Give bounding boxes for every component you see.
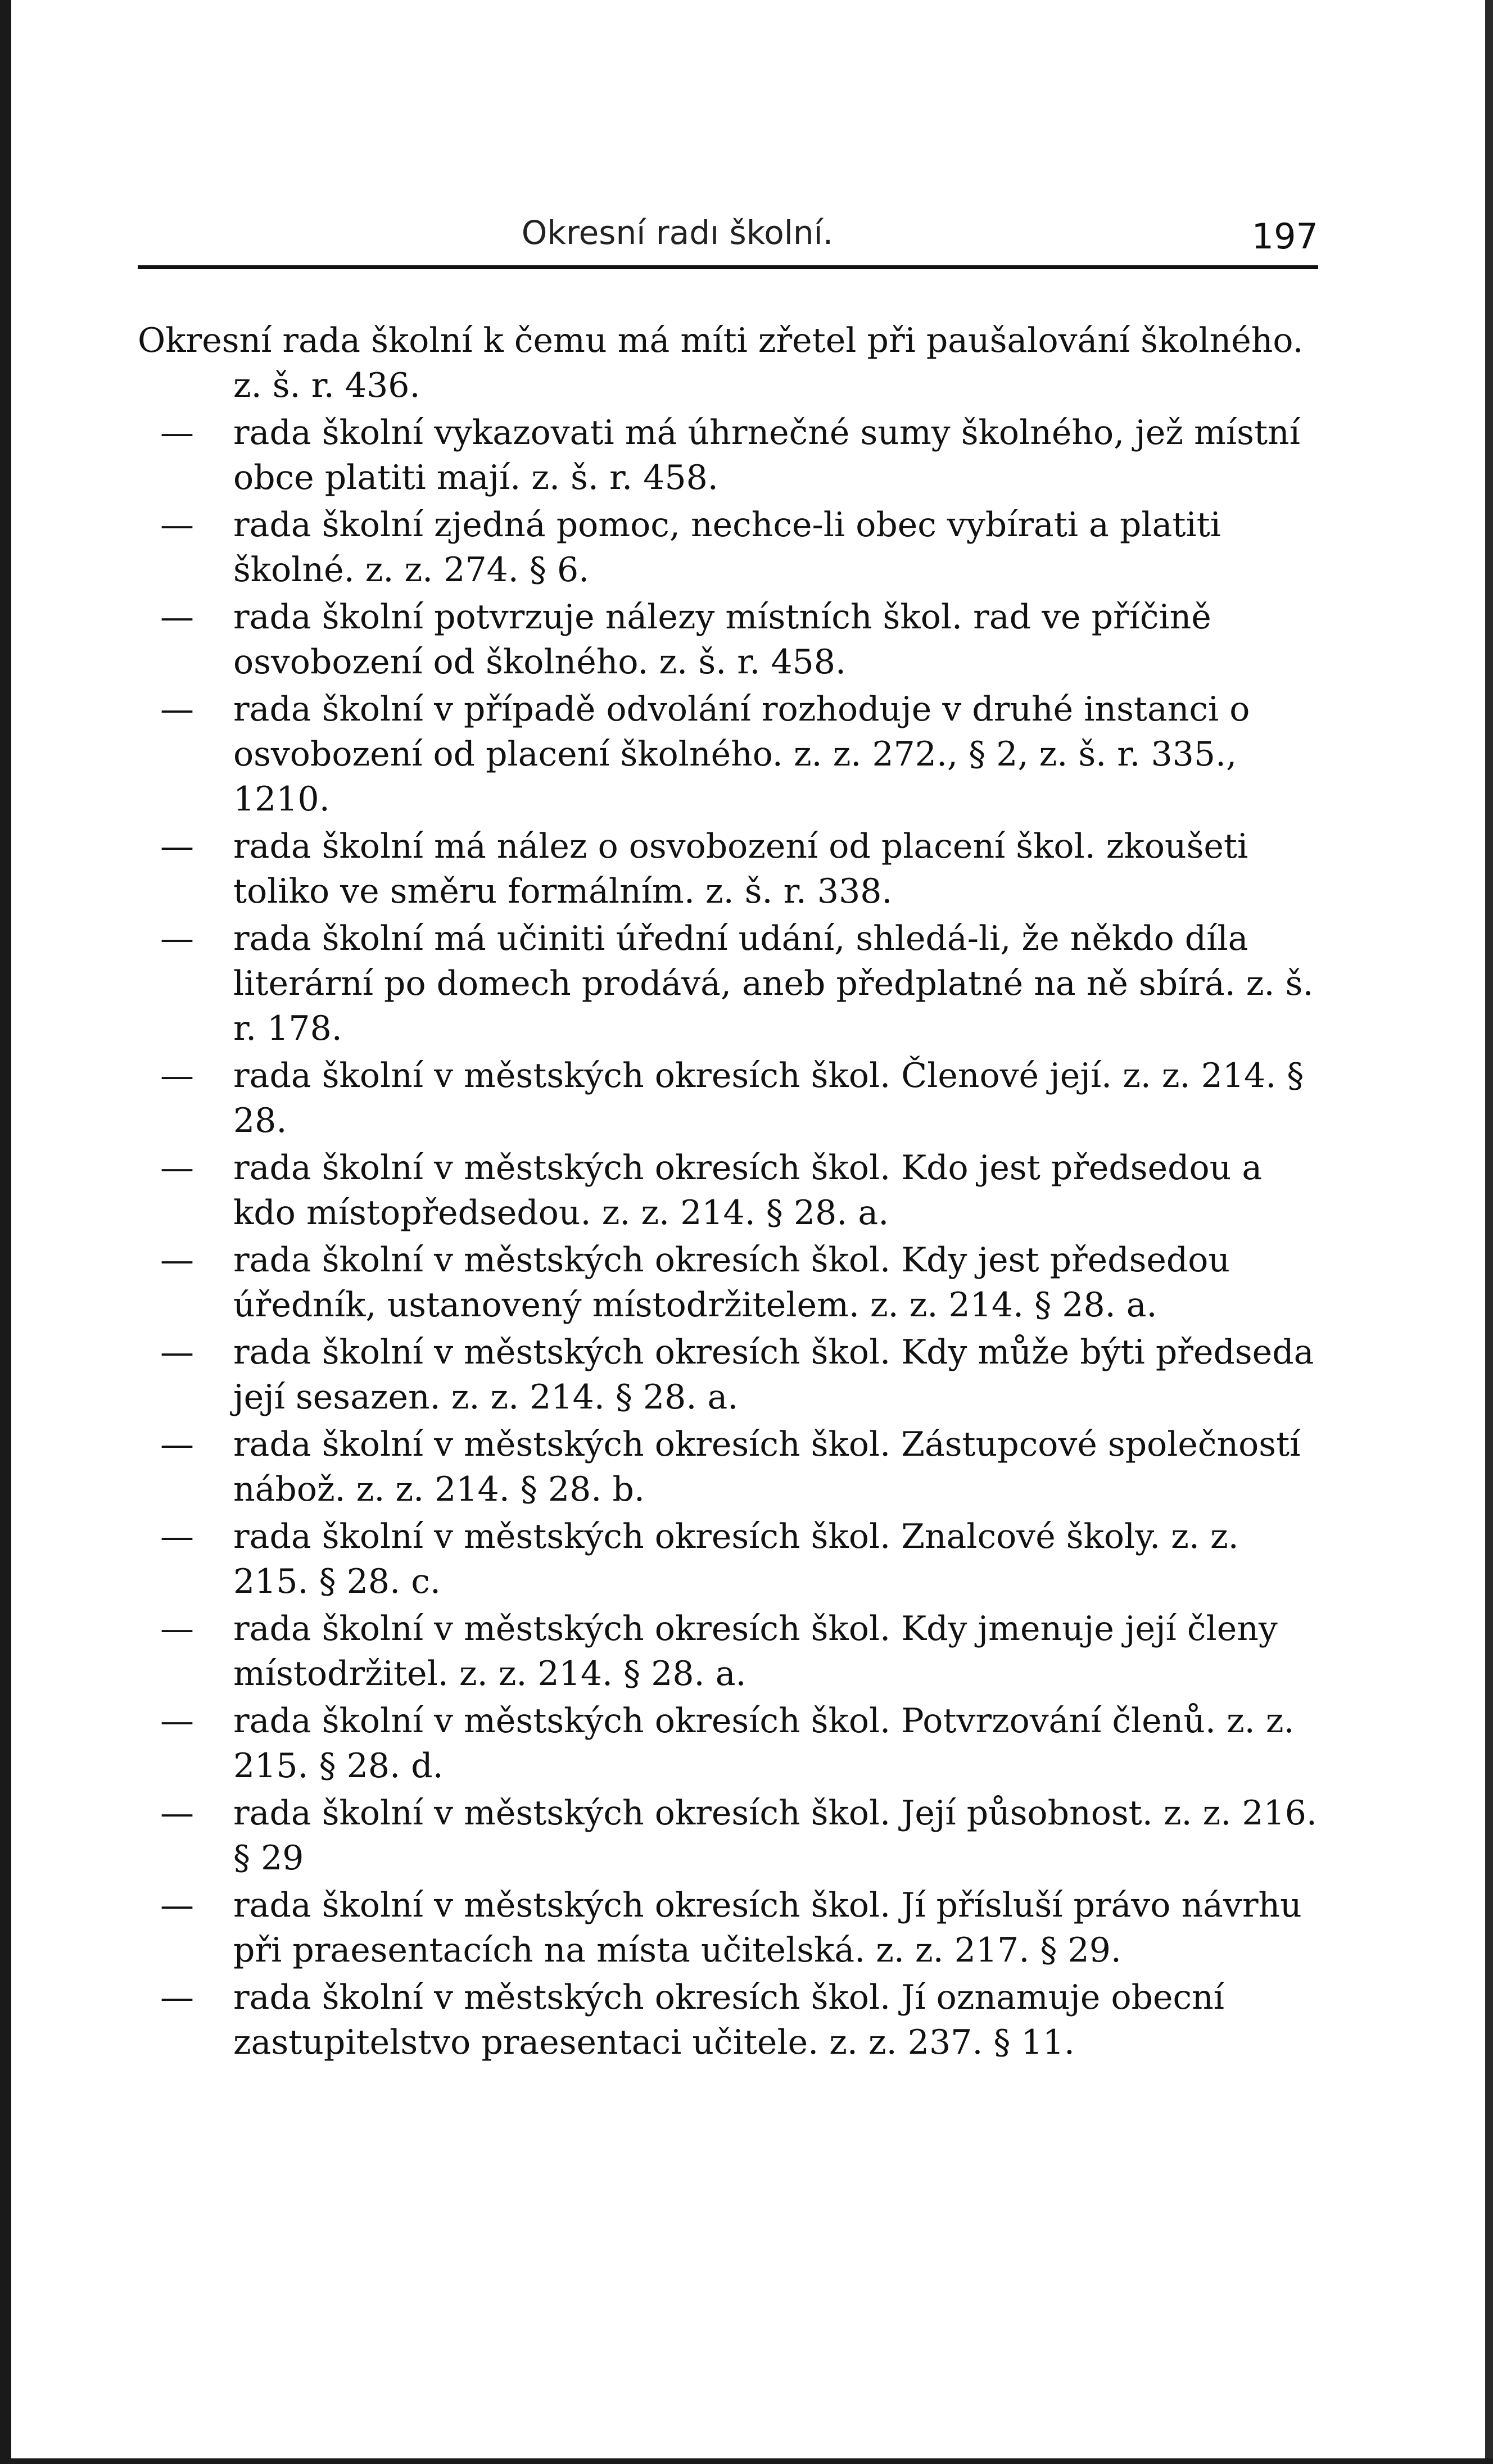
index-entry xyxy=(138,1145,1318,1235)
index-entry xyxy=(138,1883,1318,1973)
entry-text: rada školní v městských okresích škol. Kdo jest předsedou a kdo místopředsedou. z. z. 214. § 28. a. xyxy=(233,1148,1263,1233)
entry-text: rada školní v městských okresích škol. Zástupcové společností nábož. z. z. 214. § 28. b. xyxy=(233,1425,1301,1509)
index-entry xyxy=(138,410,1318,500)
index-entry xyxy=(138,1514,1318,1604)
book-page xyxy=(138,191,1318,2383)
continuation-dash: — xyxy=(160,1517,194,1556)
header-rule xyxy=(138,265,1318,269)
continuation-dash: — xyxy=(160,1333,194,1372)
continuation-dash: — xyxy=(160,1701,194,1741)
continuation-dash: — xyxy=(160,1886,194,1925)
continuation-dash: — xyxy=(160,690,194,729)
entry-text: rada školní má nález o osvobození od placení škol. zkoušeti toliko ve směru formálním. z. š. r. 338. xyxy=(233,827,1248,911)
index-entry xyxy=(138,687,1318,822)
continuation-dash: — xyxy=(160,505,194,545)
continuation-dash: — xyxy=(160,1609,194,1648)
index-entry xyxy=(138,318,1318,408)
continuation-dash: — xyxy=(160,1148,194,1188)
page-number: 197 xyxy=(1251,216,1318,257)
continuation-dash: — xyxy=(160,1056,194,1095)
index-entries xyxy=(138,318,1318,2067)
scan-edge-right xyxy=(1485,0,1493,2464)
continuation-dash: — xyxy=(160,413,194,452)
index-entry xyxy=(138,824,1318,914)
entry-text: rada školní v městských okresích škol. Potvrzování členů. z. z. 215. § 28. d. xyxy=(233,1701,1295,1786)
index-entry xyxy=(138,502,1318,592)
scan-edge-left xyxy=(0,0,11,2464)
continuation-dash: — xyxy=(160,1425,194,1464)
index-entry xyxy=(138,916,1318,1051)
continuation-dash: — xyxy=(160,1240,194,1280)
continuation-dash: — xyxy=(160,827,194,866)
index-entry xyxy=(138,1238,1318,1328)
entry-text: rada školní v případě odvolání rozhoduje v druhé instanci o osvobození od placení školného. z. z. 272., § 2, z. š. r. 335., 1210. xyxy=(233,690,1250,819)
index-entry xyxy=(138,1053,1318,1143)
entry-text: rada školní v městských okresích škol. Členové její. z. z. 214. § 28. xyxy=(233,1056,1304,1140)
running-head xyxy=(138,214,1318,264)
entry-text: rada školní v městských okresích škol. Znalcové školy. z. z. 215. § 28. c. xyxy=(233,1517,1239,1601)
index-entry xyxy=(138,595,1318,685)
entry-text: rada školní v městských okresích škol. Jí oznamuje obecní zastupitelstvo praesentaci učitele. z. z. 237. § 11. xyxy=(233,1978,1224,2062)
index-entry xyxy=(138,1606,1318,1696)
continuation-dash: — xyxy=(160,1978,194,2017)
entry-text: rada školní má učiniti úřední udání, shledá-li, že někdo díla literární po domech prodává, aneb předplatné na ně sbírá. z. š. r. 178. xyxy=(233,919,1314,1048)
scan-edge-bottom xyxy=(0,2458,1493,2464)
entry-text: rada školní vykazovati má úhrnečné sumy školného, jež místní obce platiti mají. z. š. r. 458. xyxy=(233,413,1300,497)
entry-text: rada školní v městských okresích škol. Její působnost. z. z. 216. § 29 xyxy=(233,1793,1317,1878)
index-entry xyxy=(138,1791,1318,1881)
entry-text: rada školní v městských okresích škol. Jí přísluší právo návrhu při praesentacích na místa učitelská. z. z. 217. § 29. xyxy=(233,1886,1302,1970)
index-entry xyxy=(138,1422,1318,1512)
entry-text: Okresní rada školní k čemu má míti zřetel při paušalování školného. z. š. r. 436. xyxy=(138,321,1304,405)
entry-text: rada školní potvrzuje nálezy místních škol. rad ve příčině osvobození od školného. z. š. r. 458. xyxy=(233,597,1211,682)
index-entry xyxy=(138,1698,1318,1788)
continuation-dash: — xyxy=(160,919,194,958)
entry-text: rada školní v městských okresích škol. Kdy může býti předseda její sesazen. z. z. 214. § 28. a. xyxy=(233,1333,1314,1417)
continuation-dash: — xyxy=(160,1793,194,1833)
entry-text: rada školní zjedná pomoc, nechce-li obec vybírati a platiti školné. z. z. 274. § 6. xyxy=(233,505,1221,590)
index-entry xyxy=(138,1330,1318,1420)
entry-text: rada školní v městských okresích škol. Kdy jmenuje její členy místodržitel. z. z. 214. § 28. a. xyxy=(233,1609,1278,1693)
continuation-dash: — xyxy=(160,597,194,637)
index-entry xyxy=(138,1975,1318,2065)
entry-text: rada školní v městských okresích škol. Kdy jest předsedou úředník, ustanovený místodržitelem. z. z. 214. § 28. a. xyxy=(233,1240,1230,1325)
running-title: Okresní radı školní. xyxy=(521,214,834,252)
